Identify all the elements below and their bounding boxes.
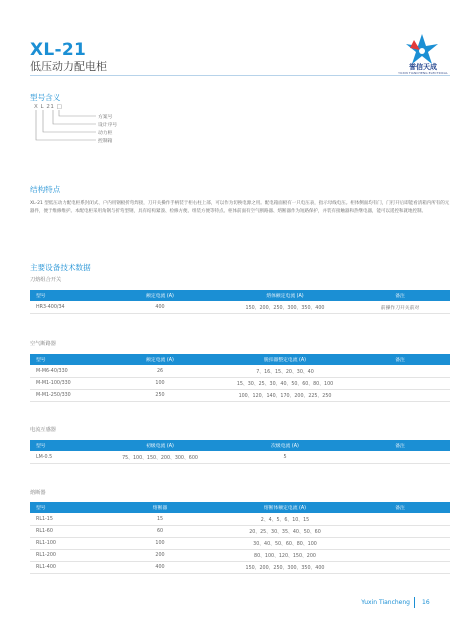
table-cell: 前操作刀开关前对	[380, 306, 420, 311]
table-cell: 100	[155, 541, 165, 546]
footer-divider	[414, 597, 415, 608]
features-paragraph: XL-21 型低压动力配电柜系封闭式、户内用钢板折弯焊接，刀开关操作手柄装于柜右柱上部，可以作为切换电源之用。配电箱面板有一只电压表，指示母线电压。柜体侧面均有门，门打开后即能看清箱内所有的元器件，便于维修维护。本配电柜采用角钢与折弯型钢，具有结构紧凑、检修方便、组装方便等特点。柜体前面有空气断路器、熔断器作为短路保护，并装有接触器和热继电器，能可以遥控和就地控制。	[30, 201, 450, 215]
table-cell: RL1-15	[36, 517, 53, 522]
model-meaning-heading: 型号含义	[30, 93, 61, 102]
model-code-diagram	[34, 110, 96, 152]
model-part-label: 设计序号	[98, 123, 118, 128]
table-cell: 400	[155, 305, 165, 310]
table-cell: RL1-100	[36, 541, 56, 546]
column-header: 型号	[36, 294, 46, 299]
table-caption: 刀熔组合开关	[30, 277, 62, 283]
table-cell: 200	[155, 553, 165, 558]
model-part-label: 动力柜	[98, 131, 113, 136]
table-cell: 400	[155, 565, 165, 570]
footer-brand: Yuxin Tiancheng	[361, 599, 410, 606]
column-header: 额定电流 (A)	[146, 294, 174, 299]
table-cell: RL1-400	[36, 565, 56, 570]
table-caption: 电流互感器	[30, 427, 56, 433]
table-cell: M-M6-40/330	[36, 369, 68, 374]
column-header: 次级电流 (A)	[271, 444, 299, 449]
column-header: 备注	[395, 444, 405, 449]
table-caption: 空气断路器	[30, 341, 56, 347]
table-cell: 150、200、250、300、350、400	[245, 306, 325, 311]
main-data-heading: 主要设备技术数据	[30, 263, 91, 272]
page-subtitle: 低压动力配电柜	[30, 60, 107, 73]
table-cell: 75、100、150、200、300、600	[122, 456, 198, 461]
table-cell: M-M1-100/330	[36, 381, 71, 386]
column-header: 型号	[36, 358, 46, 363]
table-cell: HR3-400/34	[36, 305, 65, 310]
table-cell: 100、120、140、170、200、225、250	[238, 394, 332, 399]
table-row	[30, 302, 450, 314]
table-cell: LM-0.5	[36, 455, 53, 460]
table-cell: RL1-200	[36, 553, 56, 558]
table-cell: M-M1-250/330	[36, 393, 71, 398]
table-header	[30, 502, 450, 513]
column-header: 备注	[395, 358, 405, 363]
table-cell: 20、25、30、35、40、50、60	[249, 530, 321, 535]
table-row	[30, 538, 450, 550]
column-header: 额定电流 (A)	[146, 358, 174, 363]
table-row	[30, 550, 450, 562]
table-cell: 26	[156, 369, 164, 374]
table-cell: 60	[156, 529, 164, 534]
table-row	[30, 562, 450, 574]
table-cell: 30、40、50、60、80、100	[253, 542, 317, 547]
table-row	[30, 378, 450, 390]
logo-text-cn: 誉信天成	[409, 63, 437, 71]
table-row	[30, 526, 450, 538]
page-number: 16	[422, 599, 430, 606]
table-cell: RL1-60	[36, 529, 53, 534]
table-caption: 熔断器	[30, 490, 46, 496]
page-title: XL-21	[30, 40, 87, 60]
column-header: 熔断器	[152, 506, 168, 511]
table-cell: 80、100、120、150、200	[254, 554, 316, 559]
column-header: 型号	[36, 506, 46, 511]
table-row	[30, 366, 450, 378]
column-header: 熔断体额定电流 (A)	[263, 506, 307, 511]
features-heading: 结构特点	[30, 185, 61, 194]
logo-text-en: YUXIN TIANCHENG ELECTRICAL	[398, 71, 448, 75]
model-code: X L 21 □	[34, 104, 63, 110]
column-header: 备注	[395, 294, 405, 299]
table-cell: 250	[155, 393, 165, 398]
table-cell: 150、200、250、300、350、400	[245, 566, 325, 571]
table-header	[30, 290, 450, 301]
column-header: 型号	[36, 444, 46, 449]
column-header: 脱扣器整定电流 (A)	[263, 358, 307, 363]
model-part-label: 控制箱	[98, 139, 113, 144]
table-cell: 7、16、15、20、30、40	[256, 370, 314, 375]
table-cell: 5	[283, 455, 287, 460]
column-header: 熔体额定电流 (A)	[266, 294, 304, 299]
table-header	[30, 354, 450, 365]
header-divider	[30, 75, 450, 76]
table-cell: 15	[156, 517, 164, 522]
column-header: 备注	[395, 506, 405, 511]
table-row	[30, 390, 450, 402]
table-cell: 2、4、5、6、10、15	[260, 518, 310, 523]
table-row	[30, 514, 450, 526]
table-row	[30, 452, 450, 464]
column-header: 初级电流 (A)	[146, 444, 174, 449]
table-cell: 100	[155, 381, 165, 386]
model-part-label: 方案号	[98, 115, 113, 120]
table-cell: 15、30、25、30、40、50、60、80、100	[236, 382, 334, 387]
table-header	[30, 440, 450, 451]
